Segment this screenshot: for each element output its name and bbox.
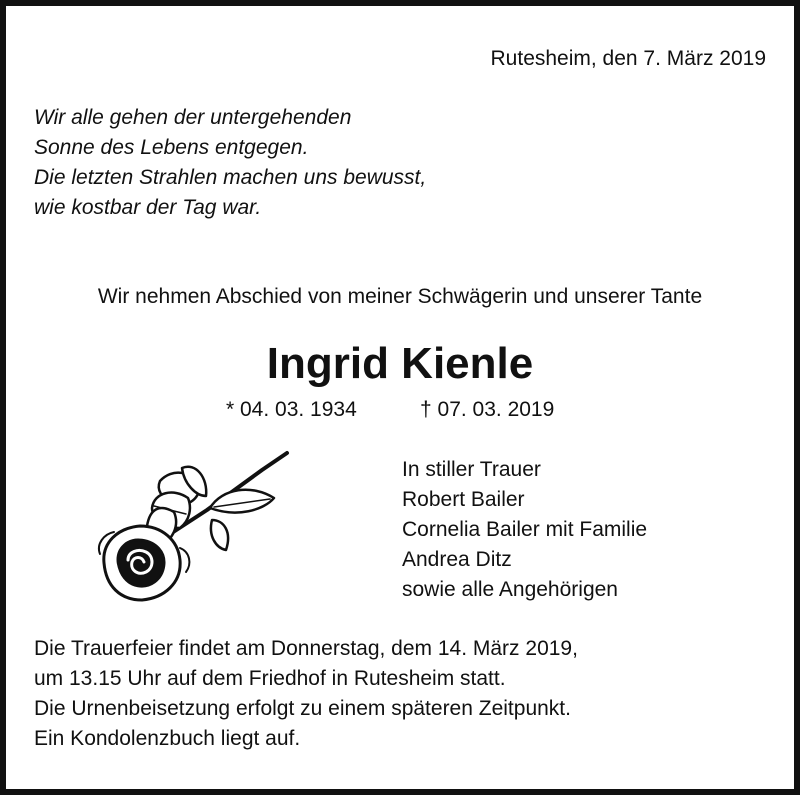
announcement-line: um 13.15 Uhr auf dem Friedhof in Rutesheim statt. [34, 667, 506, 690]
quote-line: Sonne des Lebens entgegen. [34, 136, 309, 159]
mourner-line: Andrea Ditz [402, 548, 512, 571]
birth-date: * 04. 03. 1934 [226, 398, 357, 421]
mourner-line: In stiller Trauer [402, 458, 541, 481]
mourners [402, 455, 647, 605]
funeral-announcement [34, 634, 578, 754]
death-date: † 07. 03. 2019 [420, 398, 555, 421]
mourner-line: Robert Bailer [402, 488, 525, 511]
announcement-line: Ein Kondolenzbuch liegt auf. [34, 727, 301, 750]
rose-icon [92, 448, 297, 613]
announcement-line: Die Trauerfeier findet am Donnerstag, dem 14. März 2019, [34, 637, 578, 660]
announcement-line: Die Urnenbeisetzung erfolgt zu einem späteren Zeitpunkt. [34, 697, 571, 720]
quote [34, 103, 426, 223]
quote-line: wie kostbar der Tag war. [34, 196, 262, 219]
deceased-name: Ingrid Kienle [266, 339, 534, 388]
quote-line: Die letzten Strahlen machen uns bewusst, [34, 166, 427, 189]
intro-text: Wir nehmen Abschied von meiner Schwägerin und unserer Tante [97, 285, 703, 308]
mourner-line: Cornelia Bailer mit Familie [402, 518, 648, 541]
quote-line: Wir alle gehen der untergehenden [34, 106, 352, 129]
place-date: Rutesheim, den 7. März 2019 [490, 47, 766, 70]
mourner-line: sowie alle Angehörigen [402, 578, 618, 601]
